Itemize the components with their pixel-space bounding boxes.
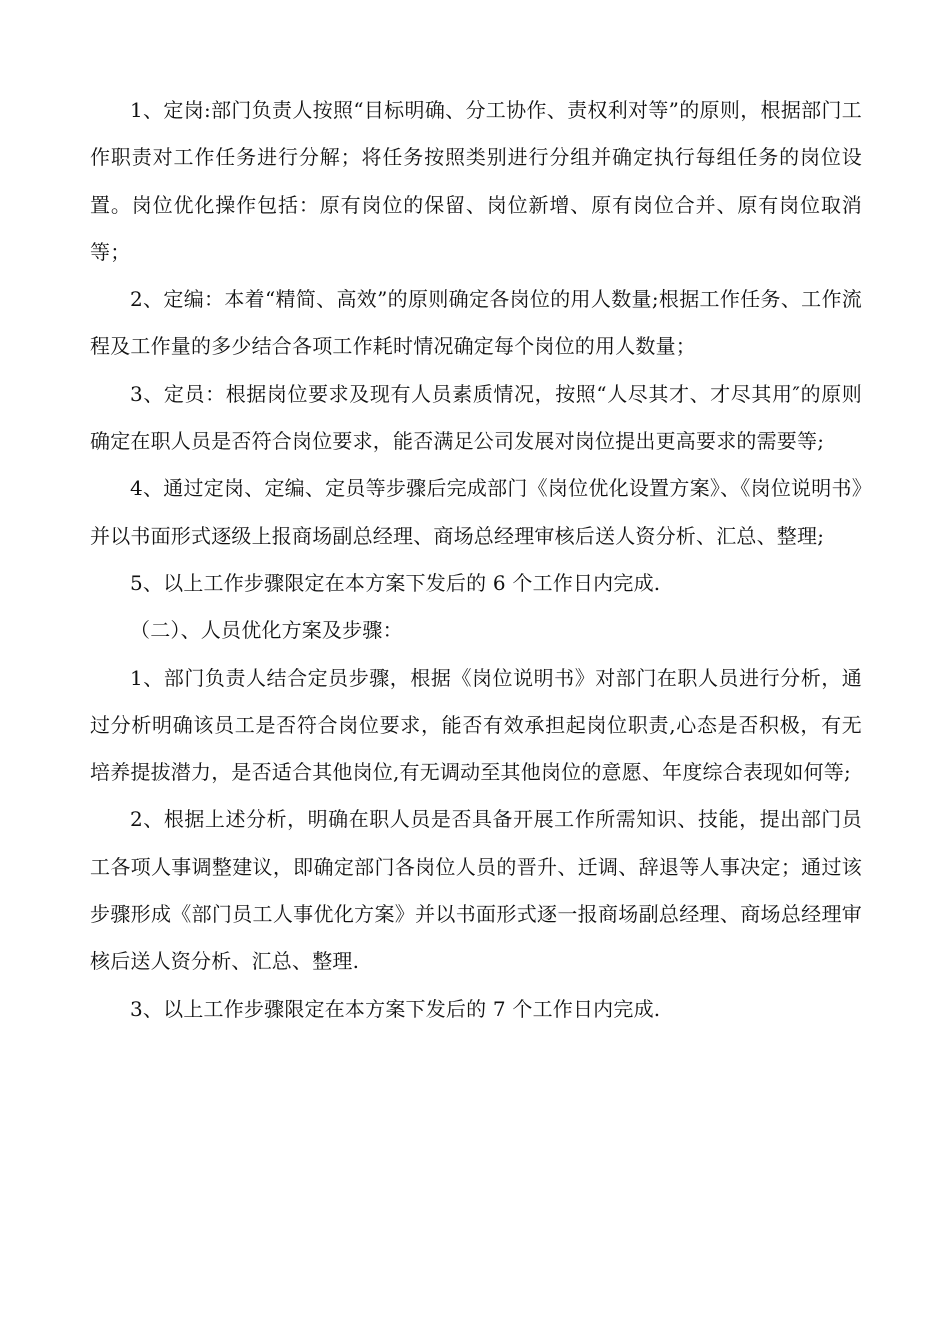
paragraph-define-personnel: 3、定员：根据岗位要求及现有人员素质情况，按照“人尽其才、才尽其用″的原则确定在职人员是否符合岗位要求，能否满足公司发展对岗位提出更高要求的需要等; (90, 381, 862, 454)
paragraph-define-staffing: 2、定编：本着“精简、高效”的原则确定各岗位的用人数量;根据工作任务、工作流程及工作量的多少结合各项工作耗时情况确定每个岗位的用人数量； (90, 287, 862, 359)
section-heading: （二）、人员优化方案及步骤： (130, 618, 403, 643)
paragraph-personnel-adjustment: 2、根据上述分析，明确在职人员是否具备开展工作所需知识、技能，提出部门员工各项人事调整建议，即确定部门各岗位人员的晋升、迁调、辞退等人事决定；通过该步骤形成《部门员工人事优化方案》并以书面形式逐一报商场副总经理、商场总经理审核后送人资分析、汇总、整理. (90, 807, 862, 974)
paragraph-define-posts: 1、定岗:部门负责人按照“目标明确、分工协作、责权利对等”的原则，根据部门工作职责对工作任务进行分解；将任务按照类别进行分组并确定执行每组任务的岗位设置。岗位优化操作包括：原有岗位的保留、岗位新增、原有岗位合并、原有岗位取消等； (90, 98, 862, 264)
paragraph-report-plan: 4、通过定岗、定编、定员等步骤后完成部门《岗位优化设置方案》、《岗位说明书》并以书面形式逐级上报商场副总经理、商场总经理审核后送人资分析、汇总、整理; (90, 476, 862, 548)
document-body (90, 87, 862, 1033)
paragraph-deadline-7-days: 3、以上工作步骤限定在本方案下发后的 7 个工作日内完成. (130, 996, 661, 1021)
paragraph-staff-analysis: 1、部门负责人结合定员步骤，根据《岗位说明书》对部门在职人员进行分析，通过分析明确该员工是否符合岗位要求，能否有效承担起岗位职责,心态是否积极，有无培养提拔潜力，是否适合其他岗位,有无调动至其他岗位的意愿、年度综合表现如何等; (90, 665, 862, 785)
paragraph-deadline-6-days: 5、以上工作步骤限定在本方案下发后的 6 个工作日内完成. (130, 570, 661, 595)
